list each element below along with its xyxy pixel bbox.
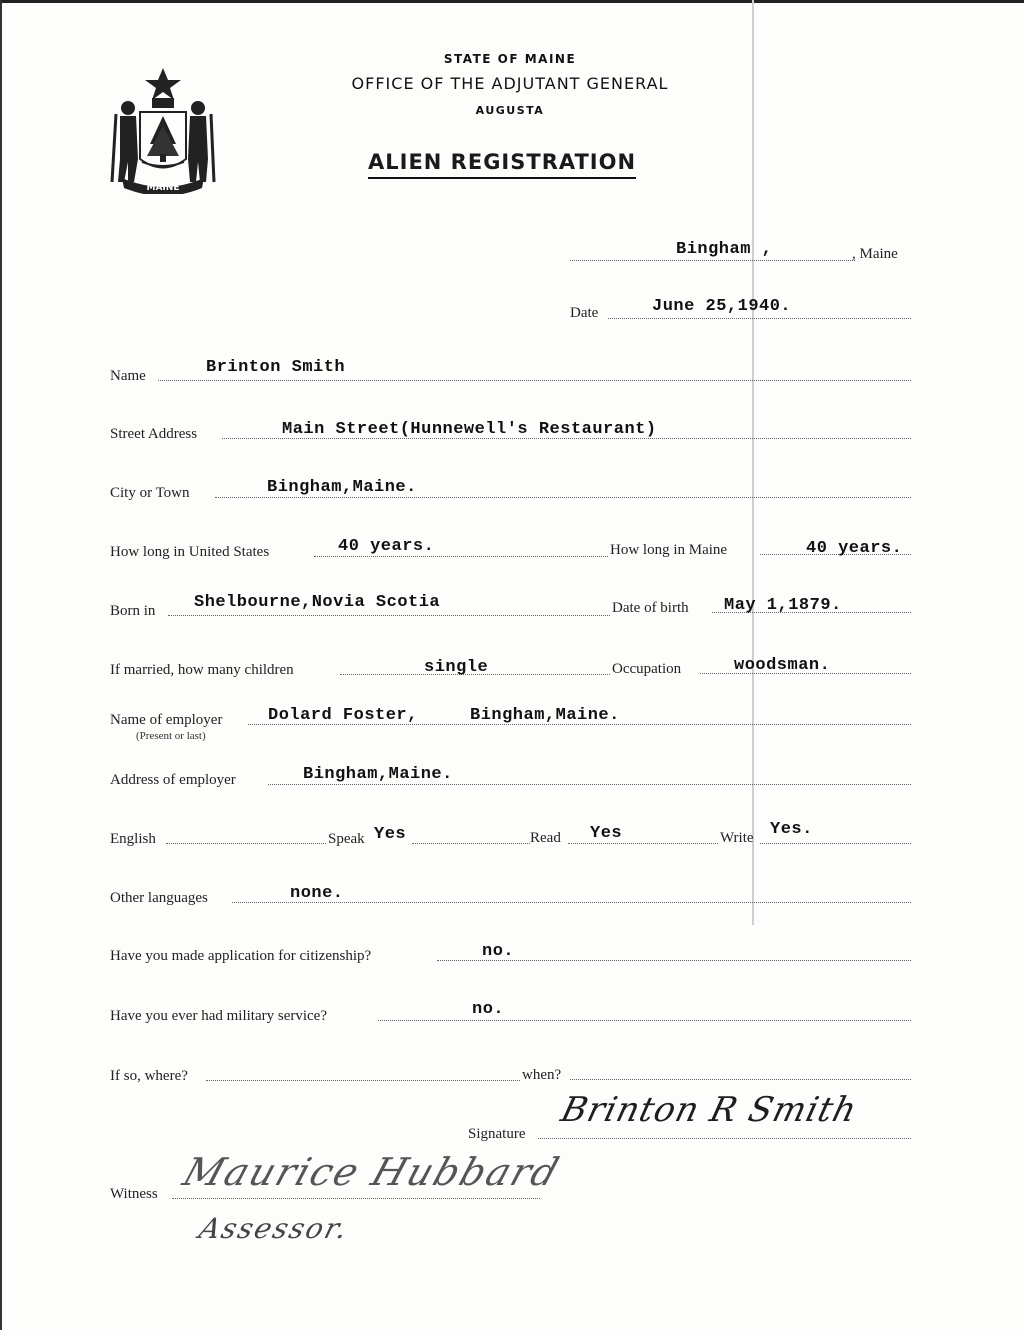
write-label: Write bbox=[720, 830, 754, 846]
page-left-border bbox=[0, 0, 2, 1330]
military-label: Have you ever had military service? bbox=[110, 1008, 327, 1024]
children-label: If married, how many children bbox=[110, 662, 294, 678]
city-line bbox=[215, 497, 911, 498]
city-label: City or Town bbox=[110, 485, 190, 501]
signature-line bbox=[538, 1138, 911, 1139]
occupation-label: Occupation bbox=[612, 661, 682, 677]
where-label: If so, where? bbox=[110, 1068, 188, 1084]
when-line bbox=[570, 1079, 911, 1080]
other-languages-value[interactable]: none. bbox=[290, 884, 344, 903]
fold-line bbox=[752, 0, 754, 925]
read-value[interactable]: Yes bbox=[590, 824, 623, 843]
location-line bbox=[570, 260, 855, 261]
when-label: when? bbox=[522, 1067, 562, 1083]
employer-address-line bbox=[268, 784, 911, 785]
military-value[interactable]: no. bbox=[472, 1000, 505, 1019]
header-state: STATE OF MAINE bbox=[443, 52, 577, 66]
children-value[interactable]: single bbox=[424, 658, 489, 677]
occupation-value[interactable]: woodsman. bbox=[734, 656, 831, 675]
name-label: Name bbox=[110, 368, 146, 384]
street-value[interactable]: Main Street(Hunnewell's Restaurant) bbox=[282, 420, 657, 439]
form-title: ALIEN REGISTRATION bbox=[368, 150, 636, 179]
english-label: English bbox=[110, 831, 156, 847]
page-top-border bbox=[0, 0, 1024, 3]
employer-label: Name of employer bbox=[110, 712, 223, 728]
street-label: Street Address bbox=[110, 426, 198, 442]
date-value[interactable]: June 25,1940. bbox=[652, 297, 792, 316]
how-long-us-value[interactable]: 40 years. bbox=[338, 537, 435, 556]
speak-label: Speak bbox=[328, 831, 365, 847]
dob-label: Date of birth bbox=[612, 600, 689, 616]
location-suffix: , Maine bbox=[852, 246, 898, 262]
military-line bbox=[378, 1020, 911, 1021]
speak-value[interactable]: Yes bbox=[374, 825, 407, 844]
english-line bbox=[166, 843, 326, 844]
how-long-maine-label: How long in Maine bbox=[610, 542, 728, 558]
write-line bbox=[760, 843, 911, 844]
date-line bbox=[608, 318, 911, 319]
employer-address-value[interactable]: Bingham,Maine. bbox=[303, 765, 453, 784]
location-value[interactable]: Bingham , bbox=[676, 240, 773, 259]
employer-value[interactable]: Dolard Foster, bbox=[268, 706, 418, 725]
speak-line bbox=[412, 843, 530, 844]
witness-signature: Maurice Hubbard bbox=[177, 1150, 566, 1194]
employer-sublabel: (Present or last) bbox=[136, 730, 206, 742]
header-office: OFFICE OF THE ADJUTANT GENERAL bbox=[351, 74, 669, 93]
born-label: Born in bbox=[110, 603, 156, 619]
born-value[interactable]: Shelbourne,Novia Scotia bbox=[194, 593, 441, 612]
signature-label: Signature bbox=[468, 1126, 526, 1142]
witness-line bbox=[172, 1198, 540, 1199]
other-languages-label: Other languages bbox=[110, 890, 208, 906]
write-value[interactable]: Yes. bbox=[770, 820, 813, 839]
name-line bbox=[158, 380, 911, 381]
citizenship-label: Have you made application for citizenship? bbox=[110, 948, 372, 964]
signature-handwriting: Brinton R Smith bbox=[557, 1090, 862, 1130]
employer-location-value[interactable]: Bingham,Maine. bbox=[470, 706, 620, 725]
how-long-us-label: How long in United States bbox=[110, 544, 270, 560]
born-line bbox=[168, 615, 610, 616]
name-value[interactable]: Brinton Smith bbox=[206, 358, 346, 377]
date-label: Date bbox=[570, 305, 599, 321]
employer-address-label: Address of employer bbox=[110, 772, 236, 788]
dob-value[interactable]: May 1,1879. bbox=[724, 596, 842, 615]
citizenship-value[interactable]: no. bbox=[482, 942, 515, 961]
city-value[interactable]: Bingham,Maine. bbox=[267, 478, 417, 497]
read-label: Read bbox=[530, 830, 561, 846]
how-long-us-line bbox=[314, 556, 608, 557]
witness-label: Witness bbox=[110, 1186, 158, 1202]
how-long-maine-value[interactable]: 40 years. bbox=[806, 539, 903, 558]
header-city: AUGUSTA bbox=[475, 104, 545, 117]
read-line bbox=[568, 843, 718, 844]
state-seal-icon bbox=[108, 64, 218, 194]
svg-text:MAINE: MAINE bbox=[146, 183, 180, 193]
where-line bbox=[206, 1080, 520, 1081]
witness-title: Assessor. bbox=[195, 1212, 353, 1245]
